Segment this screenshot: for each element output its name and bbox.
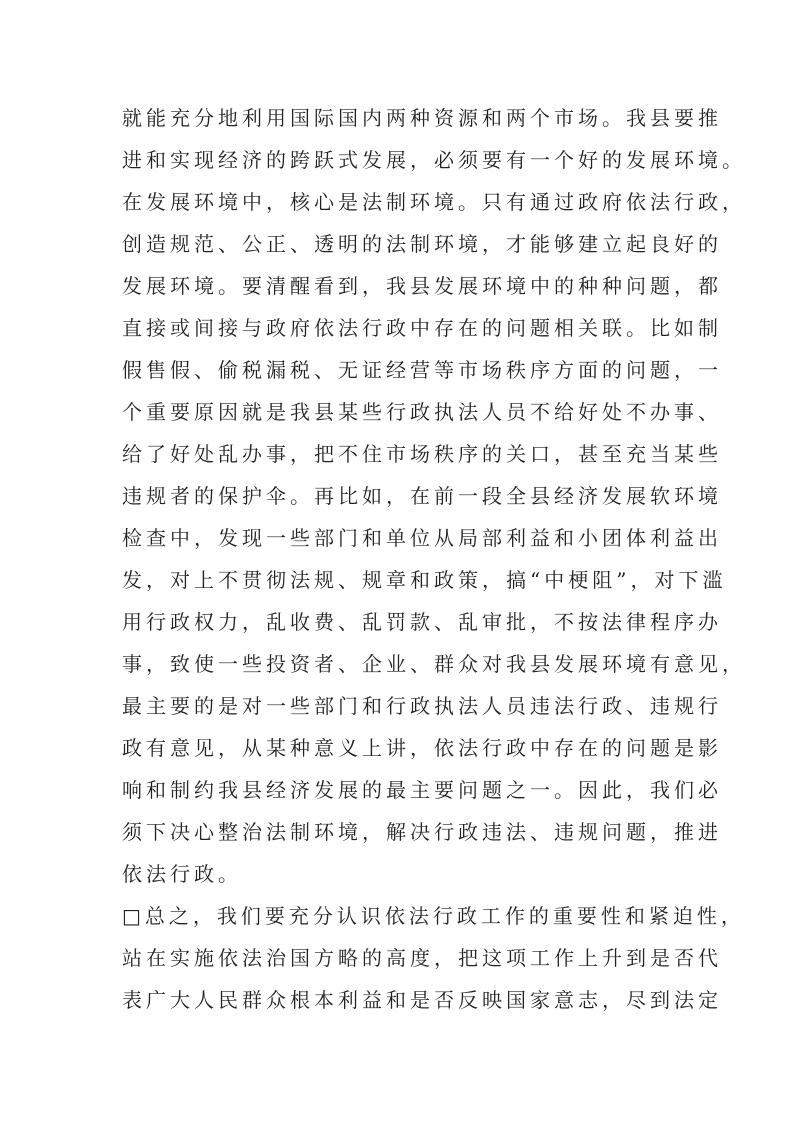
text-line: 直接或间接与政府依法行政中存在的问题相关联。比如制 (122, 316, 722, 340)
text-line: 站在实施依法治国方略的高度，把这项工作上升到是否代 (122, 946, 722, 970)
text-line: 就能充分地利用国际国内两种资源和两个市场。我县要推 (122, 106, 722, 130)
body-text (122, 97, 782, 1021)
text-line: 假售假、偷税漏税、无证经营等市场秩序方面的问题，一 (122, 358, 722, 382)
text-line: 个重要原因就是我县某些行政执法人员不给好处不办事、 (122, 400, 722, 424)
text-line: □总之，我们要充分认识依法行政工作的重要性和紧迫性， (122, 904, 745, 928)
text-line: 进和实现经济的跨跃式发展，必须要有一个好的发展环境。 (122, 148, 746, 172)
text-line: 给了好处乱办事，把不住市场秩序的关口，甚至充当某些 (122, 442, 722, 466)
text-line: 事，致使一些投资者、企业、群众对我县发展环境有意见， (122, 652, 746, 676)
text-line: 违规者的保护伞。再比如，在前一段全县经济发展软环境 (122, 484, 722, 508)
text-line: 依法行政。 (122, 862, 242, 886)
text-line: 检查中，发现一些部门和单位从局部利益和小团体利益出 (122, 526, 722, 550)
text-line: 政有意见，从某种意义上讲，依法行政中存在的问题是影 (122, 736, 722, 760)
text-line: 最主要的是对一些部门和行政执法人员违法行政、违规行 (122, 694, 722, 718)
text-line: 须下决心整治法制环境，解决行政违法、违规问题，推进 (122, 820, 722, 844)
text-line: 用行政权力，乱收费、乱罚款、乱审批，不按法律程序办 (122, 610, 722, 634)
text-line: 在发展环境中，核心是法制环境。只有通过政府依法行政， (122, 190, 746, 214)
text-line: 响和制约我县经济发展的最主要问题之一。因此，我们必 (122, 778, 722, 802)
text-line: 表广大人民群众根本利益和是否反映国家意志，尽到法定 (122, 988, 722, 1012)
text-line: 发，对上不贯彻法规、规章和政策，搞“中梗阻”，对下滥 (122, 568, 727, 592)
text-line: 发展环境。要清醒看到，我县发展环境中的种种问题，都 (122, 274, 722, 298)
text-line: 创造规范、公正、透明的法制环境，才能够建立起良好的 (122, 232, 722, 256)
